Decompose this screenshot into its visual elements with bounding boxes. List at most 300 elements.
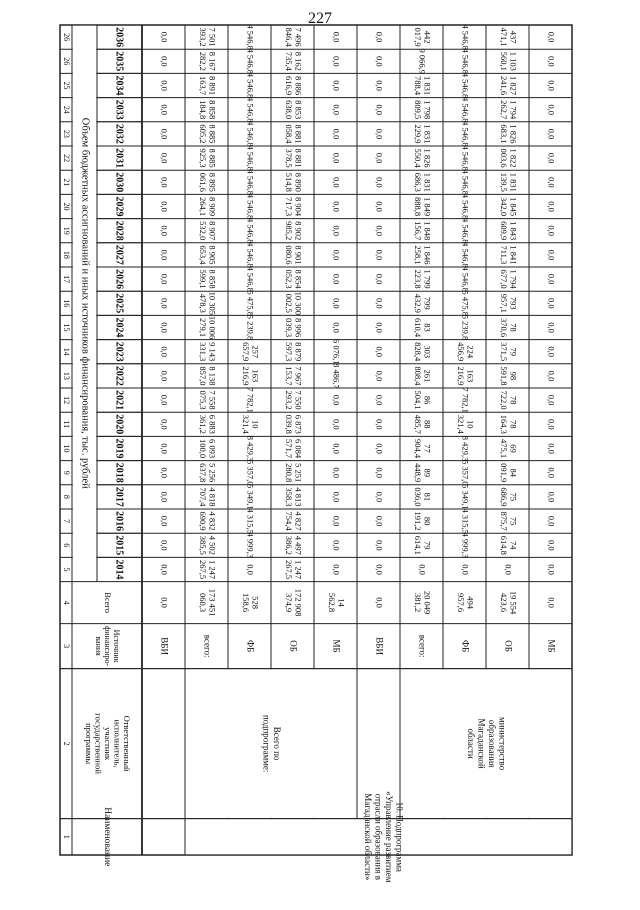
- total-cell: [413, 591, 433, 614]
- value-cell: [241, 342, 261, 361]
- column-number: 26: [62, 57, 72, 66]
- value-cell: 0,0: [159, 249, 170, 261]
- value-cell: [284, 28, 304, 48]
- executor-ministry-cell-line: министерство: [497, 717, 508, 771]
- value-cell-line: 788,4: [412, 75, 423, 96]
- value-cell-line: 8 854: [293, 269, 304, 289]
- value-cell: 0,0: [460, 564, 471, 575]
- value-cell: 0,0: [331, 55, 342, 67]
- value-cell-line: 1 103: [508, 51, 519, 71]
- column-number: 24: [62, 105, 72, 114]
- value-cell-line: 735,4: [283, 51, 294, 71]
- value-cell-line: 560,1: [498, 51, 509, 71]
- executor-ministry-cell-line: Магаданской: [476, 718, 487, 769]
- value-cell: [198, 149, 218, 168]
- value-cell: [413, 221, 433, 240]
- value-cell-line: 8 905: [207, 245, 218, 265]
- value-cell: 8 429,3: [245, 435, 256, 462]
- subprogram-name-cell-line: отрасли образования в: [373, 793, 384, 881]
- value-cell-line: 258,1: [412, 245, 423, 265]
- value-cell: 0,0: [374, 370, 385, 382]
- value-cell: 0,0: [374, 152, 385, 164]
- value-cell: 4 546,8: [245, 266, 256, 292]
- value-cell-line: 957,1: [498, 293, 509, 313]
- value-cell: 0,0: [331, 225, 342, 237]
- value-cell: 0,0: [374, 515, 385, 527]
- value-cell-line: 591,8: [498, 366, 509, 386]
- value-cell: 6 076,1: [331, 338, 342, 365]
- value-cell-line: 058,4: [283, 124, 294, 144]
- value-cell: [284, 270, 304, 290]
- column-number: 21: [62, 178, 72, 187]
- value-cell: 7 782,1: [245, 387, 256, 413]
- value-cell-line: 216,9: [455, 366, 466, 386]
- value-cell: 0,0: [374, 201, 385, 212]
- value-cell-line: 442: [422, 30, 433, 44]
- value-cell-line: 10: [465, 420, 476, 429]
- value-cell-line: 84: [508, 468, 519, 477]
- value-cell: [284, 197, 304, 217]
- total-cell-line: 173 451: [207, 588, 218, 617]
- year-header: 2034: [113, 75, 125, 96]
- value-cell: [499, 463, 519, 482]
- value-cell: [284, 342, 304, 361]
- value-cell-line: 809,5: [412, 100, 423, 120]
- value-cell: 0,0: [546, 370, 557, 382]
- value-cell: 0,0: [159, 225, 170, 237]
- value-cell-line: 614,1: [412, 535, 423, 555]
- year-header: 2023: [113, 341, 125, 362]
- value-cell: 4 546,8: [460, 24, 471, 50]
- value-cell: 0,0: [546, 31, 557, 43]
- value-cell-line: 061,6: [197, 172, 208, 192]
- value-cell: 0,0: [546, 418, 557, 430]
- value-cell: [413, 28, 433, 47]
- value-cell: [499, 197, 519, 216]
- source-cell: ВБИ: [374, 637, 385, 655]
- value-cell: 0,0: [374, 418, 385, 430]
- value-cell: 0,0: [546, 322, 557, 333]
- value-cell-line: 5 256: [207, 463, 218, 483]
- value-cell: [198, 439, 218, 458]
- column-number: 16: [62, 299, 72, 308]
- source-cell: ФБ: [460, 639, 471, 653]
- value-cell-line: 478,3: [197, 293, 208, 313]
- value-cell-line: 81: [422, 492, 433, 502]
- value-cell-line: 89: [422, 468, 433, 477]
- column-number: 20: [62, 202, 72, 211]
- value-cell: [413, 270, 433, 289]
- value-cell-line: 8 886: [293, 75, 304, 96]
- value-cell-line: 1 794: [508, 100, 519, 120]
- value-cell: 5 349,1: [245, 484, 256, 510]
- value-cell-line: 1 846: [422, 245, 433, 265]
- value-cell-line: 471,1: [498, 27, 509, 47]
- value-cell-line: 4 502: [207, 535, 218, 555]
- value-cell: [499, 536, 519, 555]
- value-cell-line: 7 967: [293, 366, 304, 386]
- value-cell-line: 1 848: [422, 221, 433, 241]
- value-cell-line: 754,4: [283, 511, 294, 531]
- total-cell-line: 381,2: [412, 593, 423, 613]
- value-cell: 0,0: [331, 273, 342, 285]
- value-cell: 0,0: [546, 467, 557, 479]
- value-cell-line: 100,0: [197, 438, 208, 459]
- value-cell-line: 261: [422, 369, 433, 383]
- value-cell-line: 597,3: [283, 342, 294, 362]
- value-cell: [499, 439, 519, 458]
- value-cell-line: 4 813: [293, 487, 304, 507]
- value-cell-line: 78: [508, 323, 519, 332]
- value-cell: [413, 294, 433, 313]
- value-cell-line: 1 841: [508, 245, 519, 265]
- value-cell: 4 546,8: [245, 242, 256, 268]
- value-cell: 4 546,8: [245, 96, 256, 123]
- value-cell: 0,0: [374, 31, 385, 43]
- value-cell: [284, 512, 304, 532]
- value-cell: [198, 52, 218, 71]
- executor-total-cell-line: Всего по: [272, 726, 283, 761]
- executor-ministry-cell-line: области: [466, 728, 477, 759]
- value-cell: 0,0: [159, 80, 170, 91]
- total-cell-line: 423,6: [498, 593, 509, 613]
- value-cell: [198, 512, 218, 531]
- value-cell-line: 653,4: [197, 245, 208, 265]
- value-cell-line: 8 879: [293, 342, 304, 362]
- value-cell: [284, 415, 304, 434]
- value-cell-line: 1 827: [508, 75, 519, 96]
- column-number: 26: [62, 33, 72, 42]
- value-cell-line: 370,6: [498, 317, 509, 338]
- total-header: [103, 592, 113, 613]
- value-cell: [284, 536, 304, 555]
- value-cell: 0,0: [374, 128, 385, 140]
- value-cell-line: 686,3: [412, 172, 423, 192]
- executor-header-line: участник: [103, 727, 114, 761]
- total-cell-line: 158,6: [240, 593, 251, 613]
- value-cell-line: 8 853: [293, 100, 304, 120]
- value-cell: 0,0: [159, 394, 170, 406]
- value-cell-line: 163: [465, 369, 476, 383]
- value-cell-line: 610,4: [412, 317, 423, 338]
- value-cell: [456, 415, 476, 435]
- value-cell-line: 280,8: [283, 463, 294, 483]
- value-cell-line: 609,9: [498, 221, 509, 241]
- total-cell: [327, 593, 347, 612]
- value-cell-line: 638,0: [283, 100, 294, 120]
- total-cell-line: 19 554: [508, 590, 519, 615]
- column-number: 13: [62, 371, 72, 380]
- value-cell: [413, 318, 433, 338]
- value-cell: [284, 391, 304, 410]
- value-cell: 9 066,9: [417, 48, 428, 75]
- value-cell-line: 153,7: [283, 366, 294, 386]
- value-cell-line: 267,5: [197, 559, 208, 580]
- year-header: 2029: [113, 196, 125, 217]
- value-cell: [413, 487, 433, 506]
- value-cell-line: 017,9: [412, 27, 423, 47]
- value-cell: [413, 124, 433, 143]
- source-cell: МБ: [331, 639, 342, 653]
- source-header-line: вания: [94, 636, 104, 656]
- value-cell: 4 546,8: [460, 121, 471, 147]
- value-cell-line: 241,6: [498, 75, 509, 96]
- value-cell-line: 10 300: [293, 291, 304, 315]
- value-cell-line: 571,7: [283, 438, 294, 459]
- value-cell-line: 437: [508, 30, 519, 44]
- value-cell-line: 8 858: [207, 269, 218, 289]
- value-cell: 5 475,8: [245, 290, 256, 317]
- column-number: 11: [62, 420, 72, 429]
- value-cell: [284, 463, 304, 482]
- column-number: 14: [62, 347, 72, 356]
- value-cell: [198, 560, 218, 579]
- value-cell-line: 262,7: [498, 100, 509, 120]
- value-cell-line: 385,5: [197, 535, 208, 555]
- value-cell-line: 371,5: [498, 342, 509, 362]
- year-header: 2027: [113, 244, 125, 265]
- column-number: 4: [62, 600, 72, 605]
- value-cell: 0,0: [159, 55, 170, 67]
- value-cell-line: 163,7: [197, 75, 208, 96]
- value-cell-line: 361,2: [197, 414, 208, 434]
- value-cell-line: 690,9: [197, 511, 208, 531]
- year-header: 2014: [113, 559, 125, 580]
- value-cell: 0,0: [374, 539, 385, 551]
- source-header: [94, 626, 121, 666]
- value-cell: 0,0: [374, 55, 385, 67]
- value-cell: 0,0: [546, 104, 557, 116]
- value-cell: [499, 28, 519, 47]
- column-number: 19: [62, 226, 72, 235]
- value-cell-line: 8 907: [207, 221, 218, 241]
- value-cell: 0,0: [546, 128, 557, 140]
- value-cell: 0,0: [159, 370, 170, 382]
- value-cell: 0,0: [374, 297, 385, 309]
- value-cell: 4 315,5: [245, 508, 256, 534]
- value-cell: [284, 100, 304, 119]
- year-header: 2021: [113, 390, 125, 411]
- value-cell-line: 8 138: [207, 366, 218, 386]
- value-cell: 0,0: [331, 249, 342, 261]
- value-cell: 0,0: [374, 443, 385, 454]
- total-cell-line: 20 049: [422, 590, 433, 615]
- value-cell: [284, 245, 304, 264]
- column-number: 1: [62, 834, 72, 839]
- value-cell-line: 7 501: [207, 27, 218, 47]
- value-cell-line: 6 883: [207, 414, 218, 434]
- year-header: 2016: [113, 511, 125, 532]
- value-cell: 0,0: [331, 31, 342, 43]
- value-cell-line: 8 890: [293, 172, 304, 192]
- value-cell: 0,0: [374, 394, 385, 406]
- value-cell: 5 357,0: [245, 459, 256, 486]
- value-cell-line: 846,4: [283, 27, 294, 47]
- source-cell: МБ: [546, 639, 557, 653]
- value-cell-line: 223,8: [412, 269, 423, 289]
- value-cell-line: 163: [250, 369, 261, 383]
- value-cell-line: 8 904: [293, 196, 304, 217]
- value-cell-line: 8 909: [207, 196, 218, 217]
- value-cell: 4 315,5: [460, 508, 471, 534]
- year-header: 2019: [113, 438, 125, 459]
- value-cell: 5 239,8: [460, 314, 471, 341]
- value-cell: [198, 316, 218, 339]
- value-cell: 0,0: [546, 394, 557, 406]
- value-cell: [198, 487, 218, 507]
- value-cell-line: 550,4: [412, 148, 423, 168]
- value-cell: 4 999,3: [245, 532, 256, 559]
- value-cell: 4 546,8: [245, 217, 256, 244]
- value-cell: 0,0: [331, 104, 342, 116]
- value-cell-line: 8 996: [293, 317, 304, 338]
- value-cell-line: 799: [422, 296, 433, 310]
- value-cell-line: 69: [508, 444, 519, 453]
- value-cell: [198, 124, 218, 143]
- executor-header-line: программы: [84, 723, 95, 765]
- value-cell-line: 7 496: [293, 27, 304, 47]
- value-cell-line: 793: [508, 296, 519, 310]
- total-cell-line: 562,8: [326, 593, 337, 613]
- value-cell-line: 264,1: [197, 196, 208, 217]
- value-cell-line: 888,8: [412, 196, 423, 217]
- value-cell-line: 091,9: [498, 463, 509, 483]
- value-cell-line: 257: [250, 345, 261, 359]
- value-cell: 0,0: [546, 152, 557, 164]
- value-cell: 0,0: [331, 152, 342, 164]
- value-cell-line: 156,7: [412, 221, 423, 241]
- value-cell-line: 378,5: [283, 148, 294, 168]
- value-cell: 0,0: [159, 346, 170, 358]
- source-cell: всего:: [417, 634, 428, 658]
- value-cell: 0,0: [159, 31, 170, 43]
- value-cell: 0,0: [331, 491, 342, 503]
- value-cell: [499, 76, 519, 95]
- column-number: 5: [62, 567, 72, 572]
- value-cell: [499, 221, 519, 240]
- value-cell: [198, 173, 218, 192]
- value-cell: [413, 536, 433, 555]
- name-header: Наименование: [101, 807, 112, 867]
- value-cell: 0,0: [546, 80, 557, 91]
- value-cell: [284, 487, 304, 506]
- value-cell: 4 546,8: [245, 72, 256, 99]
- total-cell-line: 528: [250, 596, 261, 609]
- value-cell: 0,0: [159, 297, 170, 309]
- value-cell: [413, 197, 433, 216]
- value-cell-line: 707,4: [197, 487, 208, 507]
- value-cell-line: 925,3: [197, 148, 208, 168]
- value-cell: 4 546,8: [460, 193, 471, 220]
- value-cell: 8 486,7: [331, 363, 342, 389]
- value-cell: [413, 149, 433, 169]
- value-cell-line: 6 093: [207, 438, 218, 459]
- value-cell: [198, 536, 218, 555]
- value-cell: [198, 366, 218, 385]
- value-cell: 5 475,8: [460, 290, 471, 317]
- value-cell: 0,0: [331, 467, 342, 479]
- source-cell: ОБ: [288, 640, 299, 652]
- value-cell-line: 039,3: [283, 317, 294, 338]
- source-cell: всего:: [202, 634, 213, 658]
- value-cell: 0,0: [159, 322, 170, 333]
- value-cell: 4 546,8: [460, 266, 471, 292]
- value-cell-line: 1 831: [422, 124, 433, 144]
- value-cell: [284, 76, 304, 95]
- value-cell: [198, 270, 218, 289]
- value-cell: [456, 366, 476, 385]
- value-cell-line: 8 881: [293, 124, 304, 144]
- value-cell: [499, 342, 519, 361]
- source-header-line: финансиро-: [103, 626, 113, 667]
- value-cell: [499, 124, 519, 143]
- value-cell: 0,0: [159, 443, 170, 454]
- value-cell: 0,0: [374, 104, 385, 116]
- value-cell-line: 677,0: [498, 269, 509, 289]
- value-cell-line: 1 845: [508, 196, 519, 217]
- total-cell: [198, 589, 218, 617]
- value-cell-line: 686,9: [498, 487, 509, 507]
- value-cell-line: 83: [422, 323, 433, 332]
- value-cell-line: 605,2: [197, 124, 208, 144]
- value-cell: 0,0: [159, 273, 170, 285]
- value-cell: 0,0: [546, 297, 557, 309]
- value-cell-line: 1 798: [422, 100, 433, 120]
- value-cell: 0,0: [374, 491, 385, 503]
- column-number: 3: [62, 644, 72, 649]
- value-cell-line: 1 822: [508, 148, 519, 168]
- year-header: 2036: [113, 27, 125, 48]
- column-number: 12: [62, 396, 72, 405]
- value-cell-line: 637,8: [197, 463, 208, 483]
- value-cell-line: 985,2: [283, 221, 294, 241]
- value-cell-line: 1 843: [508, 221, 519, 241]
- value-cell: 0,0: [546, 225, 557, 237]
- value-cell-line: 504,1: [412, 390, 423, 410]
- value-cell: [198, 463, 218, 482]
- value-cell: 5 239,8: [245, 314, 256, 341]
- value-cell-line: 8 902: [293, 221, 304, 241]
- value-cell: [198, 28, 218, 47]
- value-cell-line: 599,1: [197, 269, 208, 289]
- value-cell: 0,0: [546, 176, 557, 188]
- value-cell: [198, 391, 218, 410]
- value-cell-line: 8 901: [293, 245, 304, 265]
- value-cell: [499, 366, 519, 385]
- value-cell-line: 74: [508, 541, 519, 550]
- value-cell-line: 717,3: [283, 196, 294, 217]
- value-cell: 0,0: [503, 564, 514, 575]
- value-cell-line: 1 831: [508, 172, 519, 192]
- value-cell-line: 1 794: [508, 269, 519, 289]
- value-cell: [499, 294, 519, 313]
- value-cell: 0,0: [159, 104, 170, 116]
- value-cell: 0,0: [159, 539, 170, 551]
- total-cell: [499, 591, 519, 615]
- value-cell-line: 711,3: [498, 245, 509, 265]
- value-cell-line: 8 885: [207, 124, 218, 144]
- subprogram-name-cell-line: «Управление развитием: [383, 791, 394, 883]
- value-cell-line: 7 550: [293, 390, 304, 410]
- finance-title: Объем бюджетных ассигнований и иных источников финансирования, тыс. рублей: [79, 117, 91, 489]
- subprogram-name-cell-line: 10. Подпрограмма: [394, 801, 405, 872]
- value-cell-line: 88: [422, 420, 433, 429]
- value-cell: 4 546,8: [460, 72, 471, 99]
- year-header: 2017: [113, 486, 125, 507]
- value-cell-line: 657,9: [240, 342, 251, 362]
- value-cell: [499, 512, 519, 531]
- value-cell: [413, 439, 433, 459]
